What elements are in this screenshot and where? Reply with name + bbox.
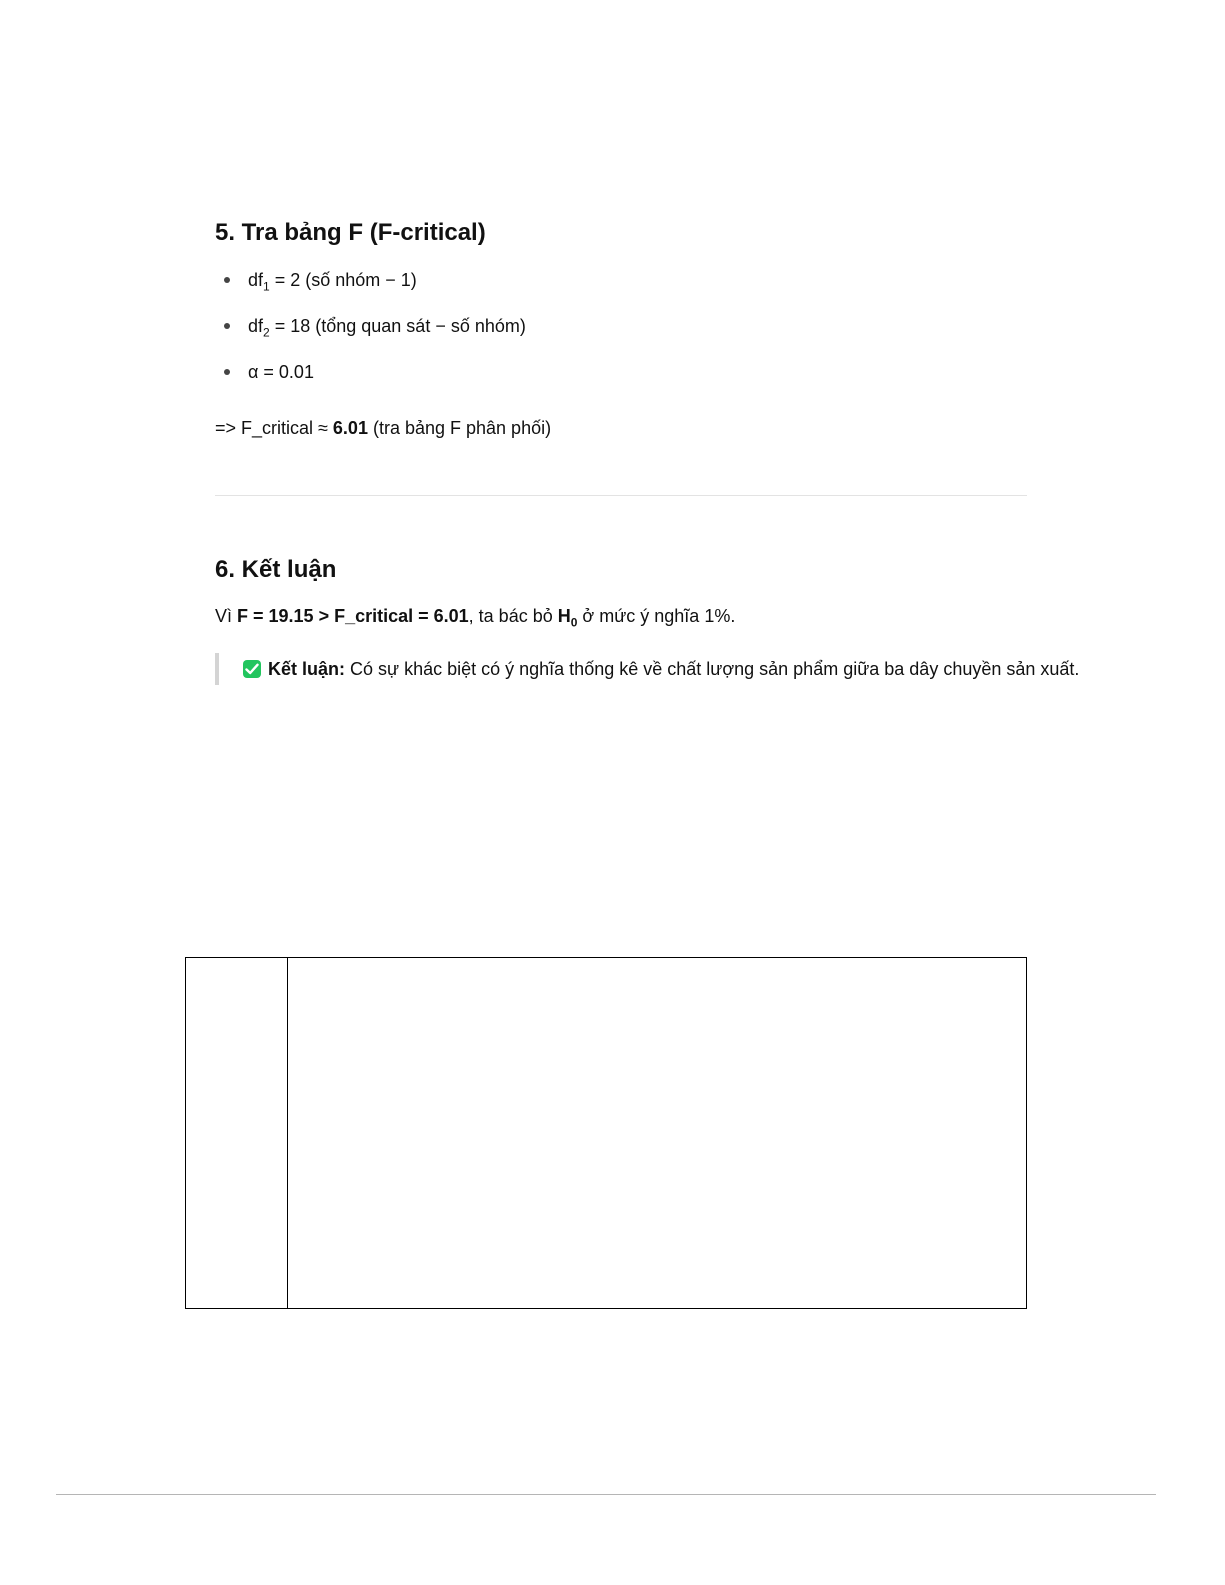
section-6-heading: 6. Kết luận: [215, 556, 337, 583]
df1-subscript: 1: [263, 279, 270, 294]
statement-suffix: ở mức ý nghĩa 1%.: [577, 606, 736, 626]
bullet-icon: [224, 369, 230, 375]
section-5-heading: 5. Tra bảng F (F-critical): [215, 219, 486, 246]
df2-subscript: 2: [263, 325, 270, 340]
df2-text: = 18 (tổng quan sát − số nhóm): [269, 316, 526, 336]
list-item: [215, 360, 526, 406]
df1-label: df: [248, 270, 264, 290]
f-critical-value: 6.01: [332, 418, 368, 438]
df1-text: = 2 (số nhóm − 1): [269, 270, 417, 290]
hypothesis-symbol: H: [557, 606, 571, 626]
check-icon: [243, 660, 261, 678]
f-critical-result: [215, 416, 551, 440]
empty-table: [185, 957, 1027, 1309]
result-suffix: (tra bảng F phân phối): [367, 418, 552, 438]
decision-statement: [215, 604, 735, 635]
df2-label: df: [248, 316, 264, 336]
statement-comparison: F = 19.15 > F_critical = 6.01: [237, 606, 469, 626]
bullet-icon: [224, 277, 230, 283]
list-item: [215, 268, 526, 314]
conclusion-blockquote: [215, 653, 1079, 685]
conclusion-text: Có sự khác biệt có ý nghĩa thống kê về chất lượng sản phẩm giữa ba dây chuyền sản xuất.: [345, 659, 1080, 679]
list-item: [215, 314, 526, 360]
df-list: [215, 268, 526, 406]
table-column-divider: [287, 958, 288, 1308]
conclusion-label: Kết luận:: [268, 659, 346, 679]
statement-middle: , ta bác bỏ: [468, 606, 558, 626]
result-prefix: => F_critical ≈: [215, 418, 333, 438]
footer-rule: [56, 1494, 1156, 1495]
section-divider: [215, 495, 1027, 496]
statement-prefix: Vì: [215, 606, 238, 626]
bullet-icon: [224, 323, 230, 329]
alpha-text: α = 0.01: [248, 362, 314, 382]
hypothesis-subscript: 0: [570, 615, 578, 630]
